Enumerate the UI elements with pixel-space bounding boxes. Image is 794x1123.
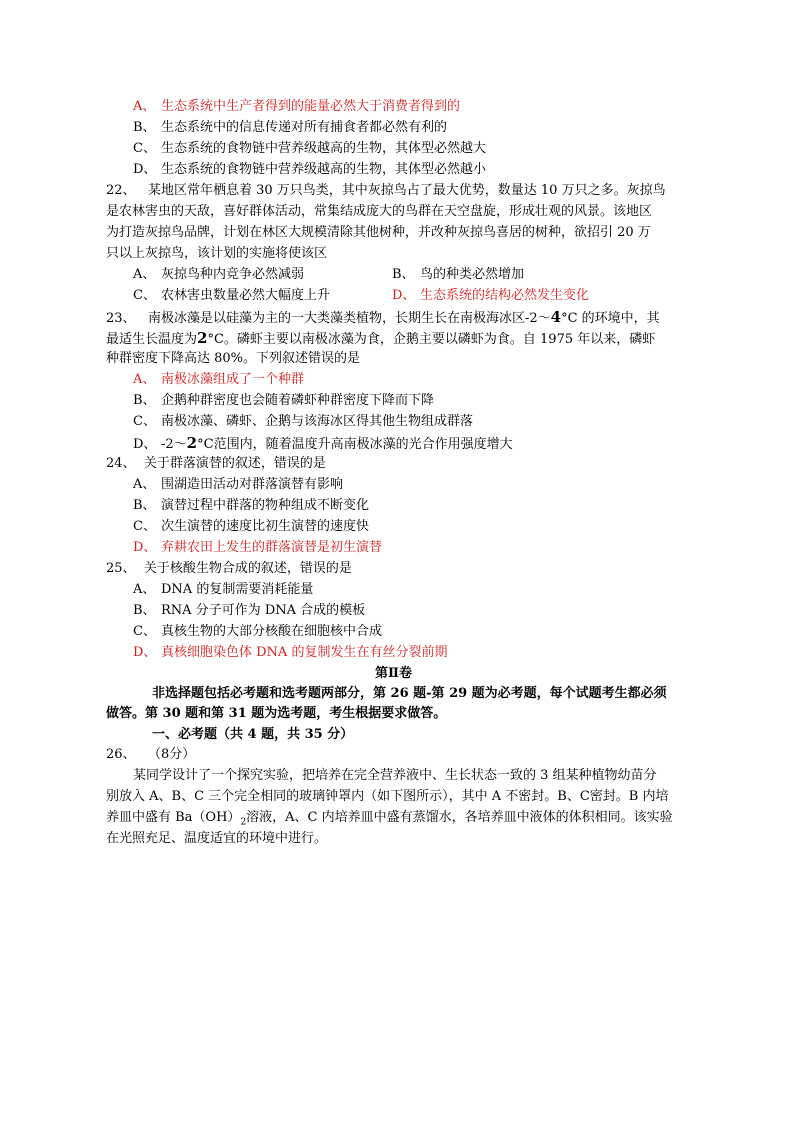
- option-label: B、: [133, 120, 156, 135]
- option-label: A、: [133, 267, 156, 282]
- option-text: 农林害虫数量必然大幅度上升: [161, 288, 331, 303]
- part-two-intro-line-1: 非选择题包括必考题和选考题两部分，第 26 题-第 29 题为必考题，每个试题考生都必须: [152, 686, 667, 701]
- q25-stem: [106, 559, 352, 579]
- option-label: C、: [133, 141, 156, 156]
- option-text: 生态系统中生产者得到的能量必然大于消费者得到的: [161, 99, 461, 114]
- option-label: C、: [133, 414, 156, 429]
- q23-stem-line-2: [106, 328, 655, 350]
- q21-option-b: [133, 118, 447, 138]
- question-text: 南极冰藻是以硅藻为主的一大类藻类植物，长期生长在南极海冰区-2～: [147, 311, 551, 326]
- option-label: D、: [392, 288, 416, 303]
- option-text: 真核细胞染色体 DNA 的复制发生在有丝分裂前期: [161, 645, 448, 660]
- q22-stem-line-2: 是农林害虫的天敌，喜好群体活动，常集结成庞大的鸟群在天空盘旋，形成壮观的风景。该地区: [106, 204, 653, 219]
- question-text: 溶液，A、C 内培养皿中盛有蒸馏水，各培养皿中液体的体积相同。该实验: [246, 810, 673, 825]
- question-text: 关于核酸生物合成的叙述，错误的是: [143, 561, 352, 576]
- q21-option-d: [133, 160, 486, 180]
- q22-option-a: [133, 265, 304, 285]
- option-text: 生态系统的结构必然发生变化: [420, 288, 590, 303]
- option-label: B、: [133, 393, 156, 408]
- q24-option-c: [133, 517, 369, 537]
- q23-stem-line-1: [106, 307, 660, 329]
- q26-text-line-4: 在光照充足、温度适宜的环境中进行。: [106, 831, 328, 846]
- option-text: 企鹅种群密度也会随着磷虾种群密度下降而下降: [161, 393, 435, 408]
- q26-header: [106, 745, 195, 765]
- part-two-intro-line-2: 做答。第 30 题和第 31 题为选考题，考生根据要求做答。: [106, 706, 447, 721]
- q25-option-b: [133, 601, 365, 621]
- option-label: A、: [133, 477, 156, 492]
- option-text: -2～: [161, 437, 187, 452]
- option-label: D、: [133, 162, 157, 177]
- option-text: DNA 的复制需要消耗能量: [161, 582, 314, 597]
- option-text: 南极冰藻组成了一个种群: [161, 372, 305, 387]
- option-text: 生态系统的食物链中营养级越高的生物，其体型必然越大: [161, 141, 487, 156]
- q23-option-d: [133, 433, 513, 455]
- option-label: D、: [133, 645, 157, 660]
- q25-option-a: [133, 580, 313, 600]
- option-label: A、: [133, 372, 156, 387]
- option-text: 弃耕农田上发生的群落演替是初生演替: [161, 540, 383, 555]
- temperature-value: 2: [197, 329, 208, 347]
- temperature-value: 4: [550, 308, 562, 326]
- question-number: 25、: [106, 561, 136, 576]
- option-text: °C: [197, 437, 214, 452]
- question-points: （8分）: [147, 747, 196, 762]
- q26-text-line-1: 某同学设计了一个探究实验，把培养在完全营养液中、生长状态一致的 3 组某种植物幼苗分: [133, 768, 657, 783]
- q24-option-d: [133, 538, 382, 558]
- option-label: A、: [133, 582, 156, 597]
- option-label: C、: [133, 624, 156, 639]
- option-text: RNA 分子可作为 DNA 合成的模板: [161, 603, 366, 618]
- option-label: B、: [133, 498, 156, 513]
- option-text: 生态系统的食物链中营养级越高的生物，其体型必然越小: [161, 162, 487, 177]
- q26-text-line-2: 别放入 A、B、C 三个完全相同的玻璃钟罩内（如下图所示），其中 A 不密封。B、C密封。B 内培: [106, 789, 669, 804]
- q25-option-d: [133, 643, 447, 663]
- subscript: 2: [240, 817, 247, 828]
- option-text: 生态系统中的信息传递对所有捕食者都必然有利的: [161, 120, 448, 135]
- q22-option-d: [392, 286, 589, 306]
- option-text: 围湖造田活动对群落演替有影响: [161, 477, 344, 492]
- q23-stem-line-3: 种群密度下降高达 80%。下列叙述错误的是: [106, 351, 361, 366]
- q22-stem-line-4: 只以上灰掠鸟，该计划的实施将使该区: [106, 246, 328, 261]
- option-label: D、: [133, 437, 157, 452]
- option-text: 范围内，随着温度升高南极冰藻的光合作用强度增大: [213, 437, 513, 452]
- q24-option-a: [133, 475, 343, 495]
- q22-option-c: [133, 286, 330, 306]
- question-number: 24、: [106, 456, 136, 471]
- q23-option-a: [133, 370, 304, 390]
- option-text: 次生演替的速度比初生演替的速度快: [161, 519, 370, 534]
- option-text: 鸟的种类必然增加: [420, 267, 525, 282]
- q22-option-b: [392, 265, 524, 285]
- q22-stem-line-1: [106, 181, 666, 201]
- option-text: 演替过程中群落的物种组成不断变化: [161, 498, 370, 513]
- question-text: 养皿中盛有 Ba（OH）: [106, 810, 241, 825]
- question-text: °C。磷虾主要以南极冰藻为食，企鹅主要以磷虾为食。自 1975 年以来，磷虾: [207, 332, 656, 347]
- option-label: B、: [392, 267, 415, 282]
- q23-option-c: [133, 412, 473, 432]
- option-text: 真核生物的大部分核酸在细胞核中合成: [161, 624, 383, 639]
- option-label: B、: [133, 603, 156, 618]
- option-label: C、: [133, 288, 156, 303]
- question-text: °C 的环境中，其: [561, 311, 660, 326]
- question-number: 23、: [106, 311, 136, 326]
- question-text: 某地区常年栖息着 30 万只鸟类，其中灰掠鸟占了最大优势，数量达 10 万只之多。灰掠鸟: [147, 183, 666, 198]
- option-label: D、: [133, 540, 157, 555]
- section-heading: 一、必考题（共 4 题，共 35 分）: [152, 727, 354, 742]
- q24-option-b: [133, 496, 369, 516]
- question-number: 26、: [106, 747, 136, 762]
- q24-stem: [106, 454, 326, 474]
- temperature-value: 2: [186, 434, 198, 452]
- question-text: 最适生长温度为: [106, 332, 198, 347]
- q21-option-a: [133, 97, 460, 117]
- part-two-title: 第Ⅱ卷: [375, 666, 412, 681]
- option-text: 南极冰藻、磷虾、企鹅与该海冰区得其他生物组成群落: [161, 414, 474, 429]
- option-label: C、: [133, 519, 156, 534]
- option-text: 灰掠鸟种内竞争必然减弱: [161, 267, 305, 282]
- q22-stem-line-3: 为打造灰掠鸟品牌，计划在林区大规模清除其他树种，并改种灰掠鸟喜居的树种，欲招引 20 万: [106, 225, 651, 240]
- question-text: 关于群落演替的叙述，错误的是: [143, 456, 326, 471]
- q25-option-c: [133, 622, 382, 642]
- q23-option-b: [133, 391, 434, 411]
- question-number: 22、: [106, 183, 136, 198]
- option-label: A、: [133, 99, 156, 114]
- q21-option-c: [133, 139, 486, 159]
